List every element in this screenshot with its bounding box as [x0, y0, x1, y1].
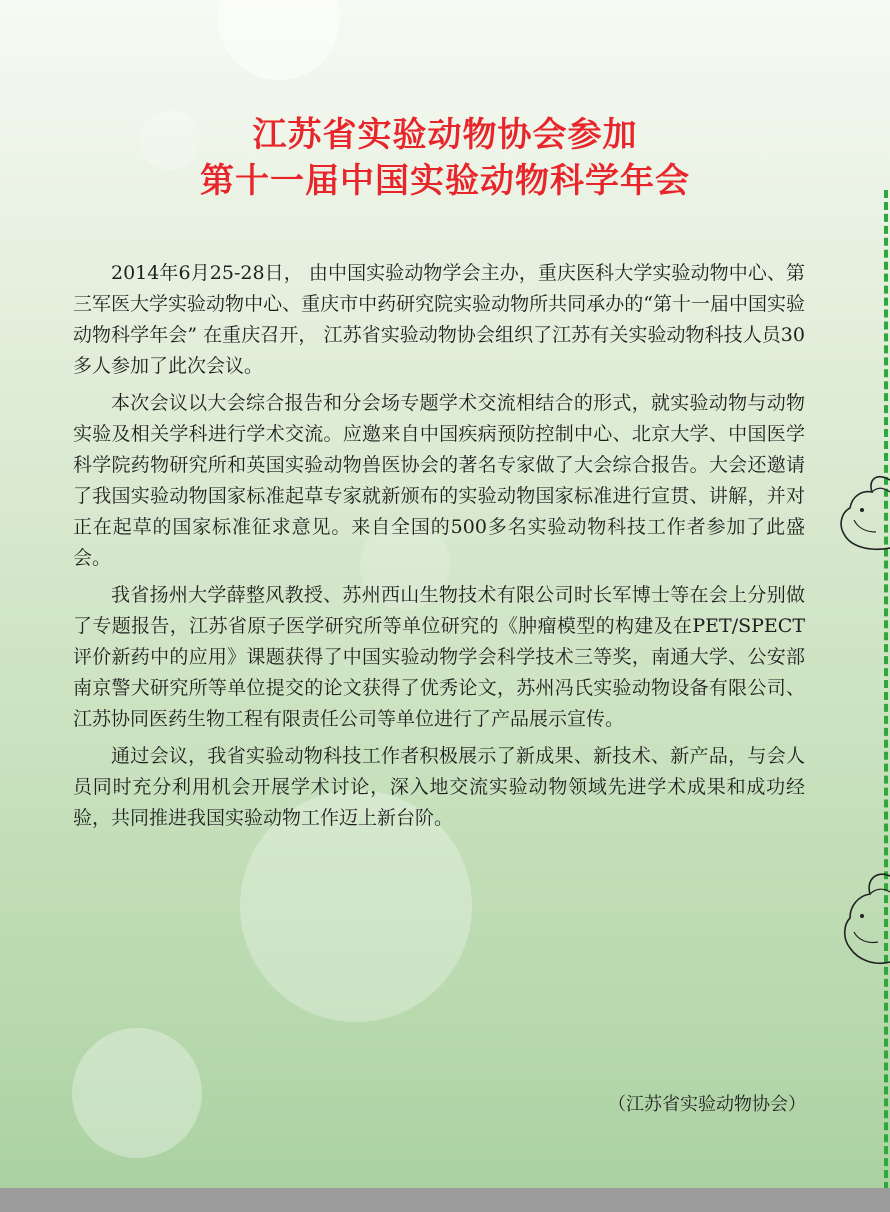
dashed-border-line: [884, 190, 888, 1190]
paragraph: 2014年6月25-28日， 由中国实验动物学会主办，重庆医科大学实验动物中心、第三军医大学实验动物中心、重庆市中药研究院实验动物所共同承办的“第十一届中国实验动物科学年会” 在重庆召开， 江苏省实验动物协会组织了江苏有关实验动物科技人员30多人参加了此次会议。: [73, 262, 805, 377]
decorative-bubble: [218, 0, 340, 80]
paragraph: 通过会议，我省实验动物科技工作者积极展示了新成果、新技术、新产品，与会人员同时充分利用机会开展学术讨论，深入地交流实验动物领域先进学术成果和成功经验，共同推进我国实验动物工作迈上新台阶。: [73, 745, 805, 829]
rabbit-illustration-icon: [836, 866, 890, 976]
paragraph: 本次会议以大会综合报告和分会场专题学术交流相结合的形式，就实验动物与动物实验及相关学科进行学术交流。应邀来自中国疾病预防控制中心、北京大学、中国医学科学院药物研究所和英国实验动物兽医协会的著名专家做了大会综合报告。大会还邀请了我国实验动物国家标准起草专家就新颁布的实验动物国家标准进行宣贯、讲解，并对正在起草的国家标准征求意见。来自全国的500多名实验动物科技工作者参加了此盛会。: [73, 392, 805, 569]
rabbit-illustration-icon: [832, 462, 890, 562]
title-line-1: 江苏省实验动物协会参加: [252, 115, 638, 155]
article-body: [73, 258, 805, 840]
author-signature: （江苏省实验动物协会）: [608, 1094, 806, 1115]
footer-bar: [0, 1188, 890, 1212]
paragraph: 我省扬州大学薛整风教授、苏州西山生物技术有限公司时长军博士等在会上分别做了专题报告，江苏省原子医学研究所等单位研究的《肿瘤模型的构建及在PET/SPECT评价新药中的应用》课题获得了中国实验动物学会科学技术三等奖，南通大学、公安部南京警犬研究所等单位提交的论文获得了优秀论文，苏州冯氏实验动物设备有限公司、江苏协同医药生物工程有限责任公司等单位进行了产品展示宣传。: [73, 584, 805, 730]
article-title: [0, 112, 890, 204]
decorative-bubble: [72, 1028, 202, 1158]
title-line-2: 第十一届中国实验动物科学年会: [200, 161, 690, 201]
